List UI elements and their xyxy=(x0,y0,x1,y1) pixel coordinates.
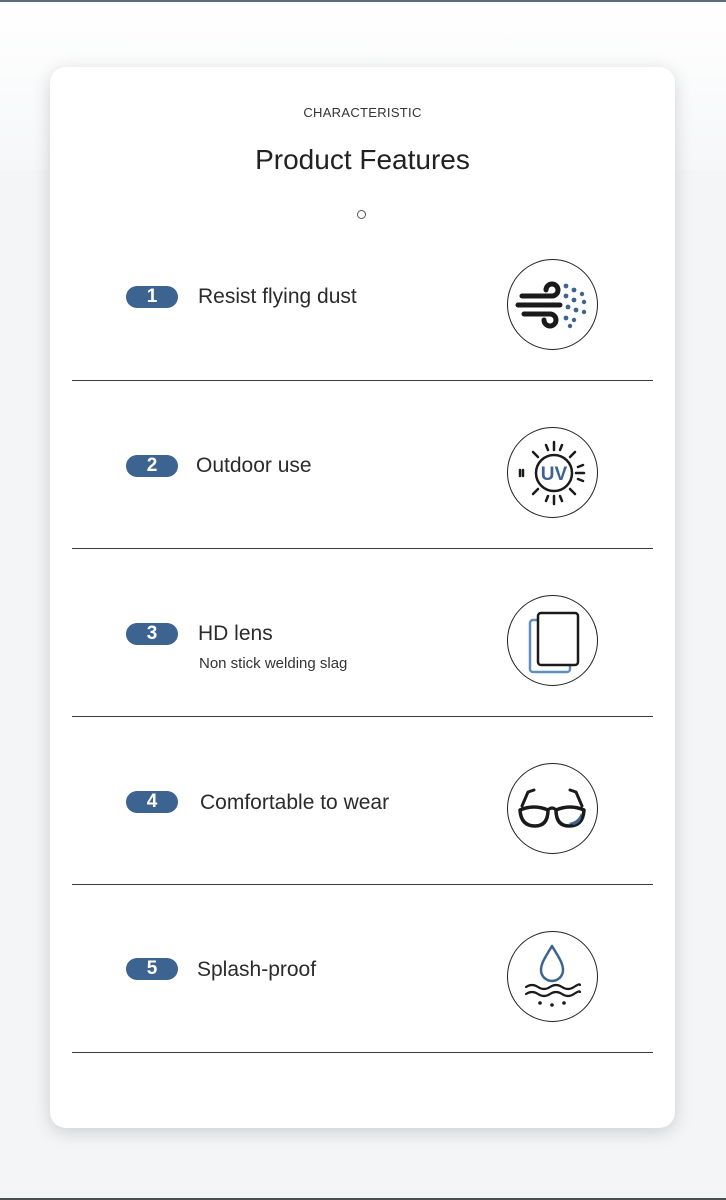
feature-label: Resist flying dust xyxy=(198,285,357,308)
feature-item-hd-lens xyxy=(72,549,653,717)
lens-panels-icon xyxy=(507,595,598,686)
top-border xyxy=(0,0,726,2)
water-drop-icon xyxy=(507,931,598,1022)
feature-item-resist-dust xyxy=(72,213,653,381)
feature-description: Non stick welding slag xyxy=(199,655,348,672)
uv-text: UV xyxy=(540,464,568,485)
feature-number-badge: 5 xyxy=(126,958,178,980)
feature-number-badge: 1 xyxy=(126,286,178,308)
section-title: Product Features xyxy=(255,144,470,175)
feature-item-splash-proof xyxy=(72,885,653,1053)
features-card xyxy=(50,67,675,1128)
section-subtitle: CHARACTERISTIC xyxy=(303,105,422,120)
feature-item-comfortable xyxy=(72,717,653,885)
feature-number-badge: 2 xyxy=(126,455,178,477)
glasses-icon xyxy=(507,763,598,854)
feature-number-badge: 3 xyxy=(126,623,178,645)
feature-label: Outdoor use xyxy=(196,454,312,477)
feature-label: Comfortable to wear xyxy=(200,791,390,814)
feature-label: Splash-proof xyxy=(197,958,317,981)
feature-label: HD lens xyxy=(198,622,273,645)
wind-dust-icon xyxy=(507,259,598,350)
feature-item-outdoor-use xyxy=(72,381,653,549)
feature-number-badge: 4 xyxy=(126,791,178,813)
uv-sun-icon xyxy=(507,427,598,518)
divider xyxy=(72,1052,653,1054)
